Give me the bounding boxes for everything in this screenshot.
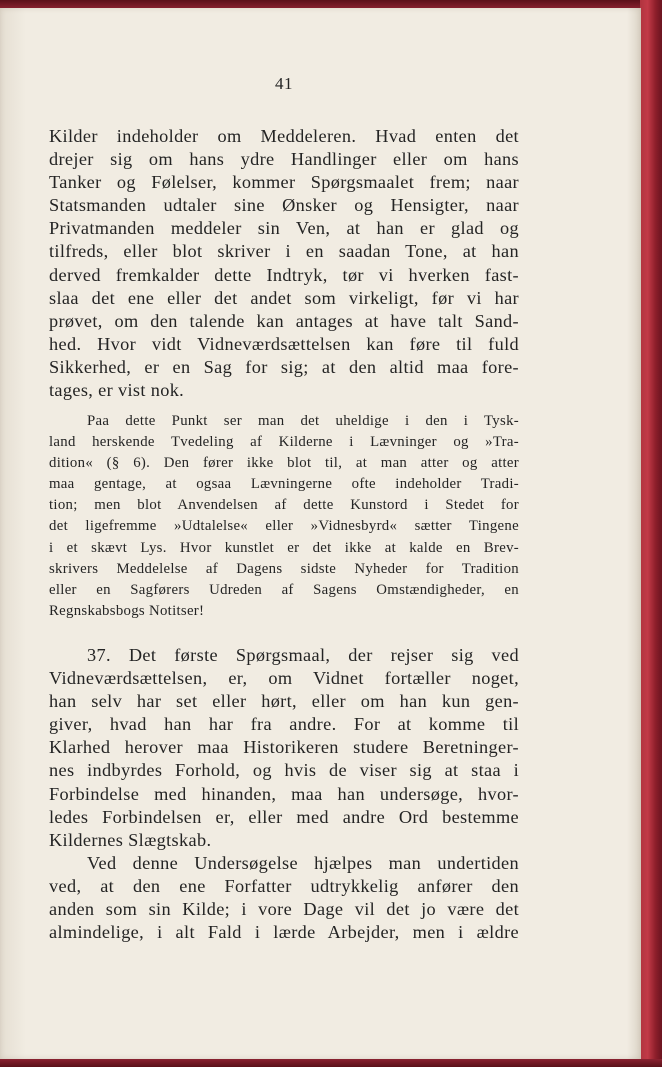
text-line: Klarhed herover maa Historikeren studere Beretninger-	[49, 737, 519, 758]
note-line: eller en Sagførers Udreden af Sagens Omstændigheder, en	[49, 581, 519, 598]
note-line: maa gentage, at ogsaa Lævningerne ofte indeholder Tradi-	[49, 476, 519, 493]
text-line: han selv har set eller hørt, eller om han kun gen-	[49, 691, 519, 712]
text-line: drejer sig om hans ydre Handlinger eller om hans	[49, 149, 519, 170]
text-line: tilfreds, eller blot skriver i en saadan Tone, at han	[49, 241, 519, 262]
book-cover-edge-bottom	[0, 1059, 662, 1067]
text-line: hed. Hvor vidt Vidneværdsættelsen kan føre til fuld	[49, 333, 519, 354]
page-number: 41	[275, 74, 293, 93]
text-line: Tanker og Følelser, kommer Spørgsmaalet frem; naar	[49, 172, 519, 193]
text-line: derved fremkalder dette Indtryk, tør vi hverken fast-	[49, 264, 519, 285]
text-line: slaa det ene eller det andet som virkeligt, før vi har	[49, 287, 519, 308]
note-line: i et skævt Lys. Hvor kunstlet er det ikke at kalde en Brev-	[49, 539, 519, 556]
text-line: anden som sin Kilde; i vore Dage vil det jo være det	[49, 899, 519, 920]
section-37	[49, 644, 519, 852]
text-line: prøvet, om den talende kan antages at have talt Sand-	[49, 310, 519, 331]
text-line: nes indbyrdes Forhold, og hvis de viser sig at staa i	[49, 760, 519, 781]
note-line: land herskende Tvedeling af Kilderne i Lævninger og »Tra-	[49, 434, 519, 451]
note-line: tion; men blot Anvendelsen af dette Kunstord i Stedet for	[49, 497, 519, 514]
text-line: almindelige, i alt Fald i lærde Arbejder, men i ældre	[49, 922, 519, 943]
text-line: ved, at den ene Forfatter udtrykkelig anfører den	[49, 876, 519, 897]
book-page	[0, 8, 641, 1059]
text-line: Privatmanden meddeler sin Ven, at han er glad og	[49, 218, 519, 239]
text-line: tages, er vist nok.	[49, 380, 185, 401]
text-line: Ved denne Undersøgelse hjælpes man undertiden	[87, 853, 519, 873]
paragraph-continuation	[49, 852, 519, 944]
note-line: Regnskabsbogs Notitser!	[49, 602, 205, 619]
small-print-note	[49, 411, 519, 622]
note-line: det ligefremme »Udtalelse« eller »Vidnesbyrd« sætter Tingene	[49, 518, 519, 535]
note-line: skrivers Meddelelse af Dagens sidste Nyheder for Tradition	[49, 560, 519, 577]
text-line: Kilder indeholder om Meddeleren. Hvad enten det	[49, 126, 519, 146]
note-line: dition« (§ 6). Den fører ikke blot til, at man atter og atter	[49, 455, 519, 472]
text-line: Sikkerhed, er en Sag for sig; at den altid maa fore-	[49, 356, 519, 377]
note-line: Paa dette Punkt ser man det uheldige i den i Tysk-	[87, 413, 519, 429]
book-binding-right	[640, 0, 662, 1067]
text-line: 37. Det første Spørgsmaal, der rejser sig ved	[87, 645, 519, 665]
emphasized-term: Kildernes Slægtskab.	[49, 829, 212, 850]
text-line: Forbindelse med hinanden, maa han undersøge, hvor-	[49, 783, 519, 804]
text-line: giver, hvad han har fra andre. For at komme til	[49, 714, 519, 735]
text-line: Vidneværdsættelsen, er, om Vidnet fortæller noget,	[49, 668, 519, 689]
paragraph-1	[49, 125, 519, 402]
text-line: Statsmanden udtaler sine Ønsker og Hensigter, naar	[49, 195, 519, 216]
text-line: ledes Forbindelsen er, eller med andre Ord bestemme	[49, 806, 519, 827]
